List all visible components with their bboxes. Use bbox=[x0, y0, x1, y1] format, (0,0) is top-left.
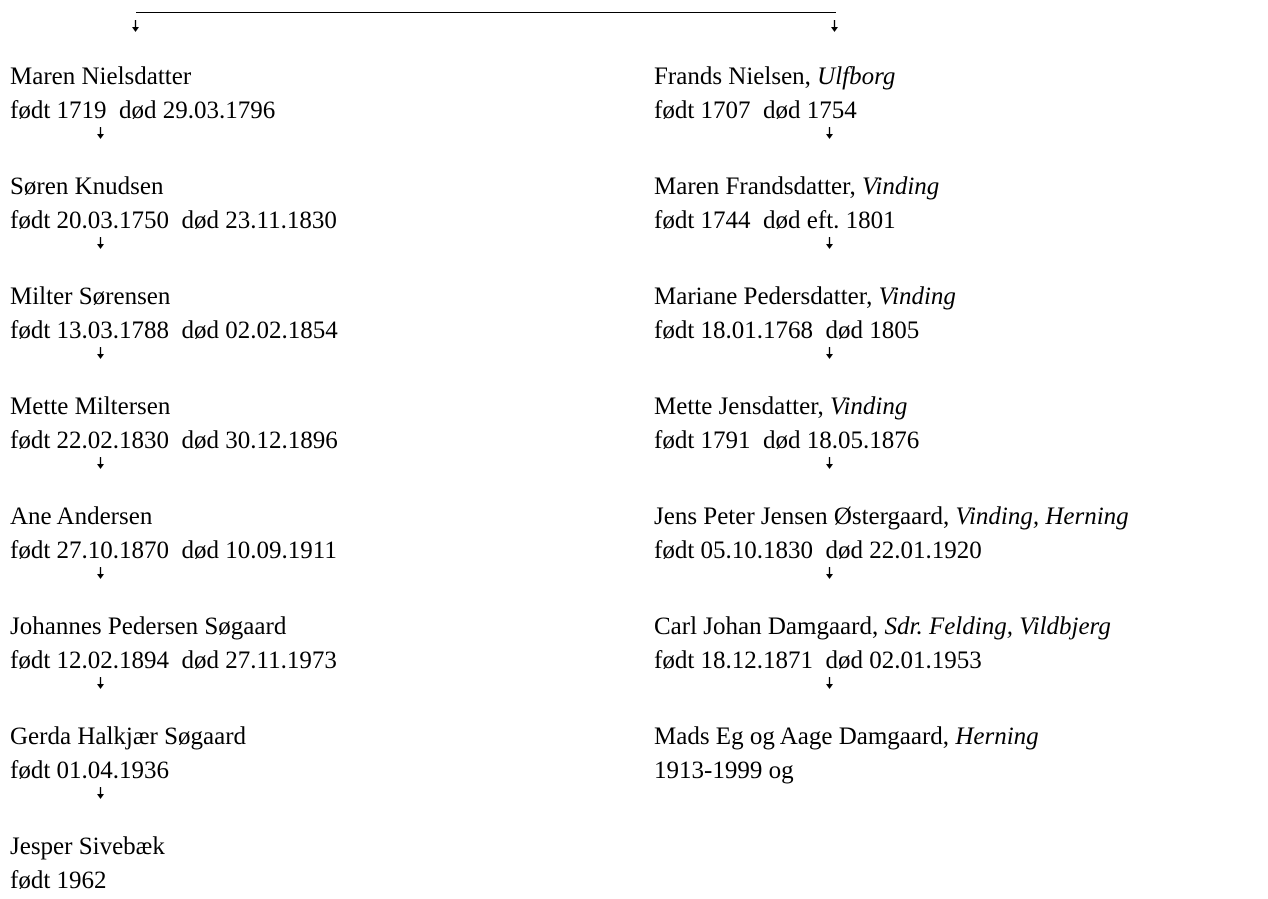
person-dates: født 22.02.1830 død 30.12.1896 bbox=[10, 427, 338, 454]
person-place: Vinding, Herning bbox=[955, 503, 1129, 530]
down-arrow-icon bbox=[96, 567, 105, 579]
person-dates: 1913-1999 og bbox=[654, 757, 794, 784]
down-arrow-icon bbox=[825, 677, 834, 689]
person-name: Mette Miltersen bbox=[10, 393, 171, 420]
person-entry bbox=[654, 60, 895, 128]
person-dates: født 18.01.1768 død 1805 bbox=[654, 317, 920, 344]
person-dates: født 18.12.1871 død 02.01.1953 bbox=[654, 647, 982, 674]
person-name: Mads Eg og Aage Damgaard, bbox=[654, 723, 950, 750]
person-entry bbox=[10, 500, 337, 568]
person-name: Maren Nielsdatter bbox=[10, 63, 192, 90]
person-entry bbox=[10, 830, 165, 898]
down-arrow-icon bbox=[96, 457, 105, 469]
person-dates: født 12.02.1894 død 27.11.1973 bbox=[10, 647, 337, 674]
down-arrow-icon bbox=[96, 127, 105, 139]
down-arrow-icon bbox=[830, 20, 839, 32]
person-dates: født 1791 død 18.05.1876 bbox=[654, 427, 920, 454]
down-arrow-icon bbox=[825, 457, 834, 469]
person-name: Maren Frandsdatter, bbox=[654, 173, 856, 200]
person-name: Johannes Pedersen Søgaard bbox=[10, 613, 287, 640]
person-name: Ane Andersen bbox=[10, 503, 153, 530]
person-dates: født 1744 død eft. 1801 bbox=[654, 207, 896, 234]
person-name: Mette Jensdatter, bbox=[654, 393, 824, 420]
person-entry bbox=[10, 610, 337, 678]
person-entry bbox=[10, 720, 246, 788]
person-dates: født 1707 død 1754 bbox=[654, 97, 857, 124]
down-arrow-icon bbox=[96, 237, 105, 249]
person-dates: født 1719 død 29.03.1796 bbox=[10, 97, 276, 124]
person-entry bbox=[654, 280, 956, 348]
top-connector-line bbox=[136, 12, 836, 13]
person-entry bbox=[10, 390, 338, 458]
person-dates: født 13.03.1788 død 02.02.1854 bbox=[10, 317, 338, 344]
down-arrow-icon bbox=[825, 347, 834, 359]
person-name: Milter Sørensen bbox=[10, 283, 171, 310]
person-place: Herning bbox=[955, 723, 1039, 750]
person-name: Jesper Sivebæk bbox=[10, 833, 165, 860]
person-name: Jens Peter Jensen Østergaard, bbox=[654, 503, 950, 530]
person-entry bbox=[10, 60, 275, 128]
person-entry bbox=[10, 280, 338, 348]
person-name: Mariane Pedersdatter, bbox=[654, 283, 873, 310]
person-place: Vinding bbox=[830, 393, 908, 420]
person-place: Vinding bbox=[878, 283, 956, 310]
person-dates: født 05.10.1830 død 22.01.1920 bbox=[654, 537, 982, 564]
down-arrow-icon bbox=[825, 127, 834, 139]
down-arrow-icon bbox=[825, 567, 834, 579]
person-place: Vinding bbox=[861, 173, 940, 200]
person-dates: født 1962 bbox=[10, 867, 107, 894]
person-dates: født 20.03.1750 død 23.11.1830 bbox=[10, 207, 337, 234]
down-arrow-icon bbox=[131, 20, 140, 32]
person-name: Frands Nielsen, bbox=[654, 63, 811, 90]
person-entry bbox=[654, 170, 939, 238]
person-dates: født 01.04.1936 bbox=[10, 757, 170, 784]
person-entry bbox=[10, 170, 337, 238]
person-name: Søren Knudsen bbox=[10, 173, 164, 200]
person-name: Carl Johan Damgaard, bbox=[654, 613, 879, 640]
person-name: Gerda Halkjær Søgaard bbox=[10, 723, 247, 750]
down-arrow-icon bbox=[825, 237, 834, 249]
person-dates: født 27.10.1870 død 10.09.1911 bbox=[10, 537, 337, 564]
person-place: Ulfborg bbox=[817, 63, 896, 90]
down-arrow-icon bbox=[96, 787, 105, 799]
person-entry bbox=[654, 390, 919, 458]
down-arrow-icon bbox=[96, 677, 105, 689]
person-entry bbox=[654, 610, 1111, 678]
person-entry bbox=[654, 500, 1129, 568]
person-entry bbox=[654, 720, 1039, 788]
person-place: Sdr. Felding, Vildbjerg bbox=[884, 613, 1111, 640]
down-arrow-icon bbox=[96, 347, 105, 359]
